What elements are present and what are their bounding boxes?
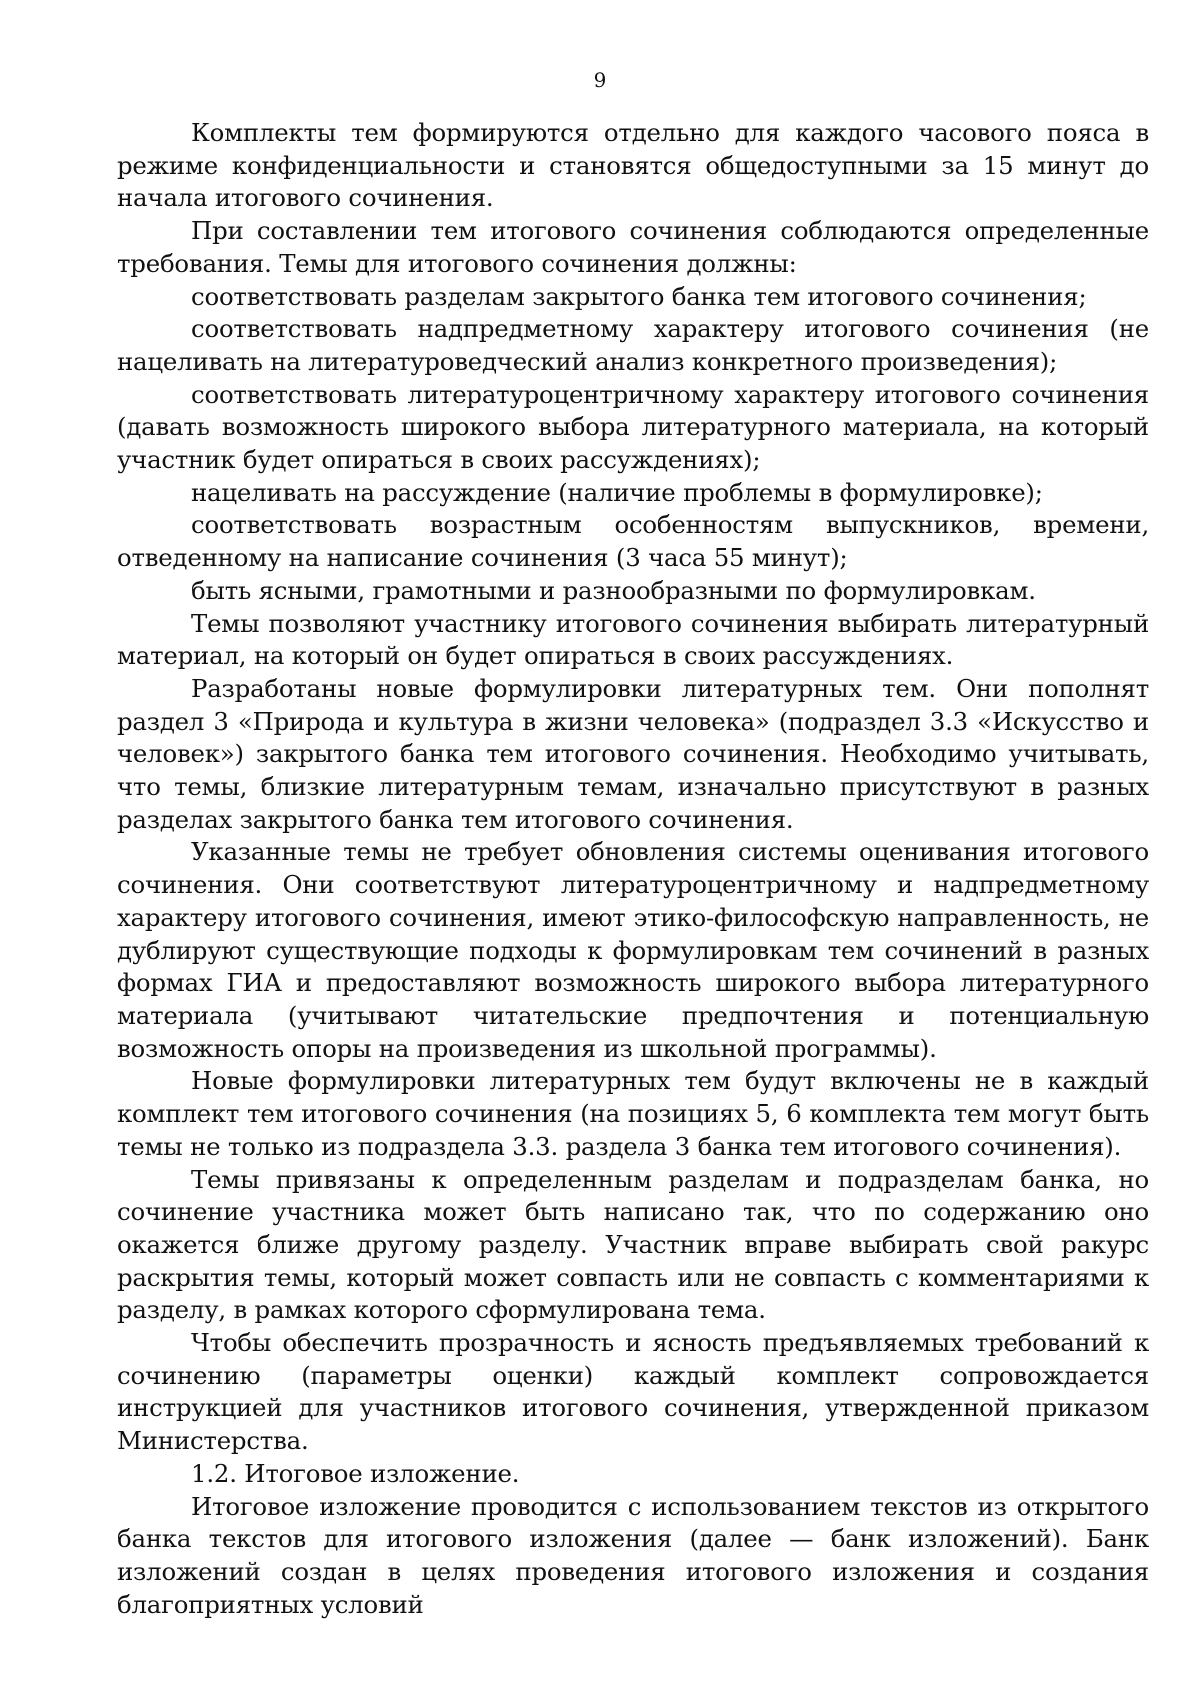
list-item-requirement: нацеливать на рассуждение (наличие проблемы в формулировке); [191,477,1043,507]
document-body [117,117,1149,1621]
paragraph-instruction: Чтобы обеспечить прозрачность и ясность предъявляемых требований к сочинению (параметры оценки) каждый комплект сопровождается инструкцией для участников итогового сочинения, утвержденной приказом Министерства. [117,1328,1149,1456]
page-number: 9 [593,68,607,92]
paragraph-inclusion: Новые формулировки литературных тем будут включены не в каждый комплект тем итогового сочинения (на позициях 5, 6 комплекта тем могут быть темы не только из подраздела 3.3. раздела 3 банка тем итогового сочинения). [117,1066,1149,1161]
paragraph-requirements-intro: При составлении тем итогового сочинения соблюдаются определенные требования. Темы для итогового сочинения должны: [117,216,1149,278]
list-item-requirement: соответствовать разделам закрытого банка тем итогового сочинения; [191,281,1087,311]
list-item-requirement: соответствовать возрастным особенностям выпускников, времени, отведенному на написание сочинения (3 часа 55 минут); [117,510,1149,573]
paragraph-new-formulations: Разработаны новые формулировки литературных тем. Они пополнят раздел 3 «Природа и культура в жизни человека» (подраздел 3.3 «Искусство и человек») закрытого банка тем итогового сочинения. Необходимо учитывать, что темы, близкие литературным темам, изначально присутствуют в разных разделах закрытого банка тем итогового сочинения. [117,673,1149,834]
paragraph-literary-material: Темы позволяют участнику итогового сочинения выбирать литературный материал, на который он будет опираться в своих рассуждениях. [117,608,1149,671]
list-item-requirement: соответствовать литературоцентричному характеру итогового сочинения (давать возможность широкого выбора литературного материала, на который участник будет опираться в своих рассуждениях); [117,379,1149,475]
paragraph-evaluation-system: Указанные темы не требует обновления системы оценивания итогового сочинения. Они соответствуют литературоцентричному и надпредметному характеру итогового сочинения, имеют этико-философскую направленность, не дублируют существующие подходы к формулировкам тем сочинений в разных формах ГИА и предоставляют возможность широкого выбора литературного материала (учитывают читательские предпочтения и потенциальную возможность опоры на произведения из школьной программы). [117,837,1149,1063]
paragraph-final-exposition: Итоговое изложение проводится с использованием текстов из открытого банка текстов для итогового изложения (далее — банк изложений). Банк изложений создан в целях проведения итогового изложения и создания благоприятных условий [117,1491,1149,1619]
section-heading: 1.2. Итоговое изложение. [191,1458,520,1488]
paragraph-theme-sections: Темы привязаны к определенным разделам и подразделам банка, но сочинение участника может быть написано так, что по содержанию оно окажется ближе другому разделу. Участник вправе выбирать свой ракурс раскрытия темы, который может совпасть или не совпасть с комментариями к разделу, в рамках которого сформулирована тема. [117,1164,1149,1325]
list-item-requirement: быть ясными, грамотными и разнообразными по формулировкам. [191,575,1036,605]
list-item-requirement: соответствовать надпредметному характеру итогового сочинения (не нацеливать на литературоведческий анализ конкретного произведения); [117,314,1149,376]
paragraph-theme-sets: Комплекты тем формируются отдельно для каждого часового пояса в режиме конфиденциальности и становятся общедоступными за 15 минут до начала итогового сочинения. [117,118,1149,213]
